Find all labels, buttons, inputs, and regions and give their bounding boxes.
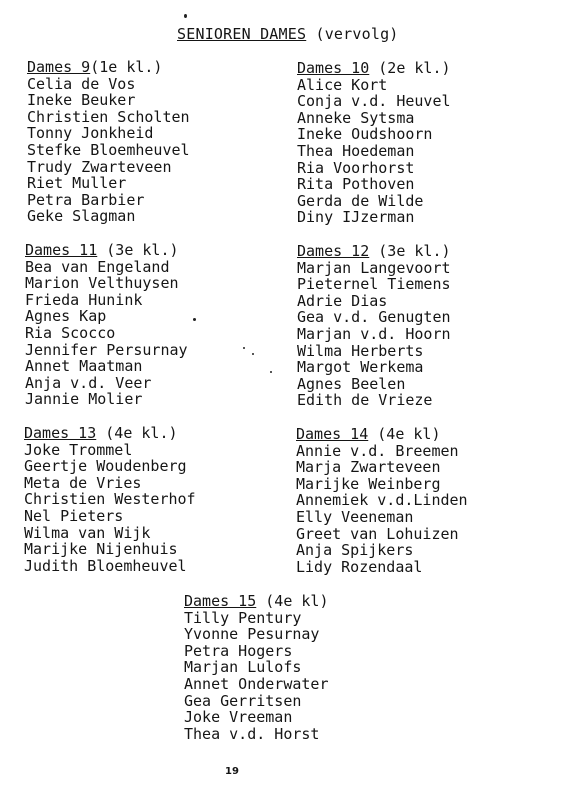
team-block-dames-9 xyxy=(27,59,190,225)
member-name: Marijke Nijenhuis xyxy=(24,540,178,559)
member-name: Trudy Zwarteveen xyxy=(27,157,172,176)
team-block-dames-12 xyxy=(297,243,451,409)
member-list xyxy=(297,260,451,409)
team-name: Dames 13 xyxy=(24,424,97,442)
scan-speck xyxy=(270,371,272,373)
member-name: Alice Kort xyxy=(297,75,388,94)
member-name: Frieda Hunink xyxy=(25,290,143,309)
member-name: Ria Voorhorst xyxy=(297,158,415,177)
member-name: Anja Spijkers xyxy=(296,541,414,560)
member-name: Stefke Bloemheuvel xyxy=(27,140,190,159)
member-name: Annet Maatman xyxy=(25,357,143,376)
team-header xyxy=(297,243,451,260)
member-name: Judith Bloemheuvel xyxy=(24,556,187,575)
member-name: Thea v.d. Horst xyxy=(184,724,320,743)
team-class: (4e kl.) xyxy=(96,424,178,442)
member-name: Annemiek v.d.Linden xyxy=(296,491,468,510)
member-name: Diny IJzerman xyxy=(297,208,415,227)
team-header xyxy=(297,60,451,77)
member-name: Gerda de Wilde xyxy=(297,191,424,210)
member-name: Ineke Oudshoorn xyxy=(297,125,433,144)
team-header xyxy=(25,242,188,259)
team-class: (4e kl) xyxy=(368,425,441,443)
team-name: Dames 12 xyxy=(297,242,370,260)
member-name: Geke Slagman xyxy=(27,207,136,226)
member-name: Lidy Rozendaal xyxy=(296,557,423,576)
member-name: Christien Westerhof xyxy=(24,490,196,509)
team-name: Dames 9 xyxy=(27,58,91,76)
team-block-dames-15 xyxy=(184,593,329,742)
team-header xyxy=(184,593,329,610)
member-name: Geertje Woudenberg xyxy=(24,457,187,476)
member-name: Edith de Vrieze xyxy=(297,391,433,410)
team-class: (3e kl.) xyxy=(97,241,179,259)
team-block-dames-10 xyxy=(297,60,451,226)
member-list xyxy=(297,77,451,226)
member-list xyxy=(24,442,196,575)
member-name: Petra Barbier xyxy=(27,190,145,209)
member-name: Marjan Lulofs xyxy=(184,658,302,677)
member-name: Gea v.d. Genugten xyxy=(297,308,451,327)
member-name: Joke Vreeman xyxy=(184,708,293,727)
scan-speck xyxy=(193,318,196,321)
member-name: Meta de Vries xyxy=(24,473,142,492)
member-name: Adrie Dias xyxy=(297,291,388,310)
team-block-dames-13 xyxy=(24,425,196,574)
scan-speck xyxy=(243,347,245,349)
member-name: Pieternel Tiemens xyxy=(297,275,451,294)
page-title xyxy=(177,25,399,43)
member-name: Bea van Engeland xyxy=(25,257,170,276)
member-name: Jannie Molier xyxy=(25,390,143,409)
member-name: Anneke Sytsma xyxy=(297,108,415,127)
team-name: Dames 11 xyxy=(25,241,98,259)
member-name: Celia de Vos xyxy=(27,74,136,93)
member-name: Wilma van Wijk xyxy=(24,523,151,542)
member-name: Marion Velthuysen xyxy=(25,274,179,293)
member-name: Gea Gerritsen xyxy=(184,691,302,710)
member-name: Tonny Jonkheid xyxy=(27,124,154,143)
team-class: (4e kl) xyxy=(256,592,329,610)
team-block-dames-11 xyxy=(25,242,188,408)
page-title-suffix: (vervolg) xyxy=(306,25,399,43)
member-name: Annet Onderwater xyxy=(184,674,329,693)
scan-speck xyxy=(252,353,254,355)
member-name: Ria Scocco xyxy=(25,323,116,342)
member-name: Nel Pieters xyxy=(24,506,124,525)
member-list xyxy=(296,443,468,576)
scan-speck xyxy=(184,14,187,18)
member-list xyxy=(27,76,190,225)
member-list xyxy=(25,259,188,408)
team-name: Dames 14 xyxy=(296,425,369,443)
member-name: Marjan v.d. Hoorn xyxy=(297,324,451,343)
team-class: (3e kl.) xyxy=(369,242,451,260)
member-name: Jennifer Persurnay xyxy=(25,340,188,359)
member-name: Annie v.d. Breemen xyxy=(296,441,459,460)
member-name: Tilly Pentury xyxy=(184,608,302,627)
member-name: Greet van Lohuizen xyxy=(296,524,459,543)
page-title-main: SENIOREN DAMES xyxy=(177,25,307,43)
member-name: Marijke Weinberg xyxy=(296,474,441,493)
member-name: Marja Zwarteveen xyxy=(296,458,441,477)
member-name: Ineke Beuker xyxy=(27,91,136,110)
team-class: (1e kl.) xyxy=(90,58,163,76)
member-name: Petra Hogers xyxy=(184,641,293,660)
team-header xyxy=(24,425,196,442)
team-name: Dames 10 xyxy=(297,59,370,77)
member-name: Conja v.d. Heuvel xyxy=(297,92,451,111)
member-name: Agnes Beelen xyxy=(297,374,406,393)
member-name: Yvonne Pesurnay xyxy=(184,625,320,644)
member-name: Elly Veeneman xyxy=(296,507,414,526)
team-block-dames-14 xyxy=(296,426,468,575)
member-name: Marjan Langevoort xyxy=(297,258,451,277)
member-name: Agnes Kap xyxy=(25,307,107,326)
team-header xyxy=(27,59,190,76)
page-number: 19 xyxy=(225,766,239,777)
member-name: Rita Pothoven xyxy=(297,175,415,194)
member-name: Anja v.d. Veer xyxy=(25,373,152,392)
member-name: Joke Trommel xyxy=(24,440,133,459)
team-name: Dames 15 xyxy=(184,592,257,610)
member-list xyxy=(184,610,329,743)
member-name: Wilma Herberts xyxy=(297,341,424,360)
member-name: Thea Hoedeman xyxy=(297,141,415,160)
team-header xyxy=(296,426,468,443)
member-name: Margot Werkema xyxy=(297,358,424,377)
member-name: Riet Muller xyxy=(27,174,127,193)
member-name: Christien Scholten xyxy=(27,107,190,126)
team-class: (2e kl.) xyxy=(369,59,451,77)
